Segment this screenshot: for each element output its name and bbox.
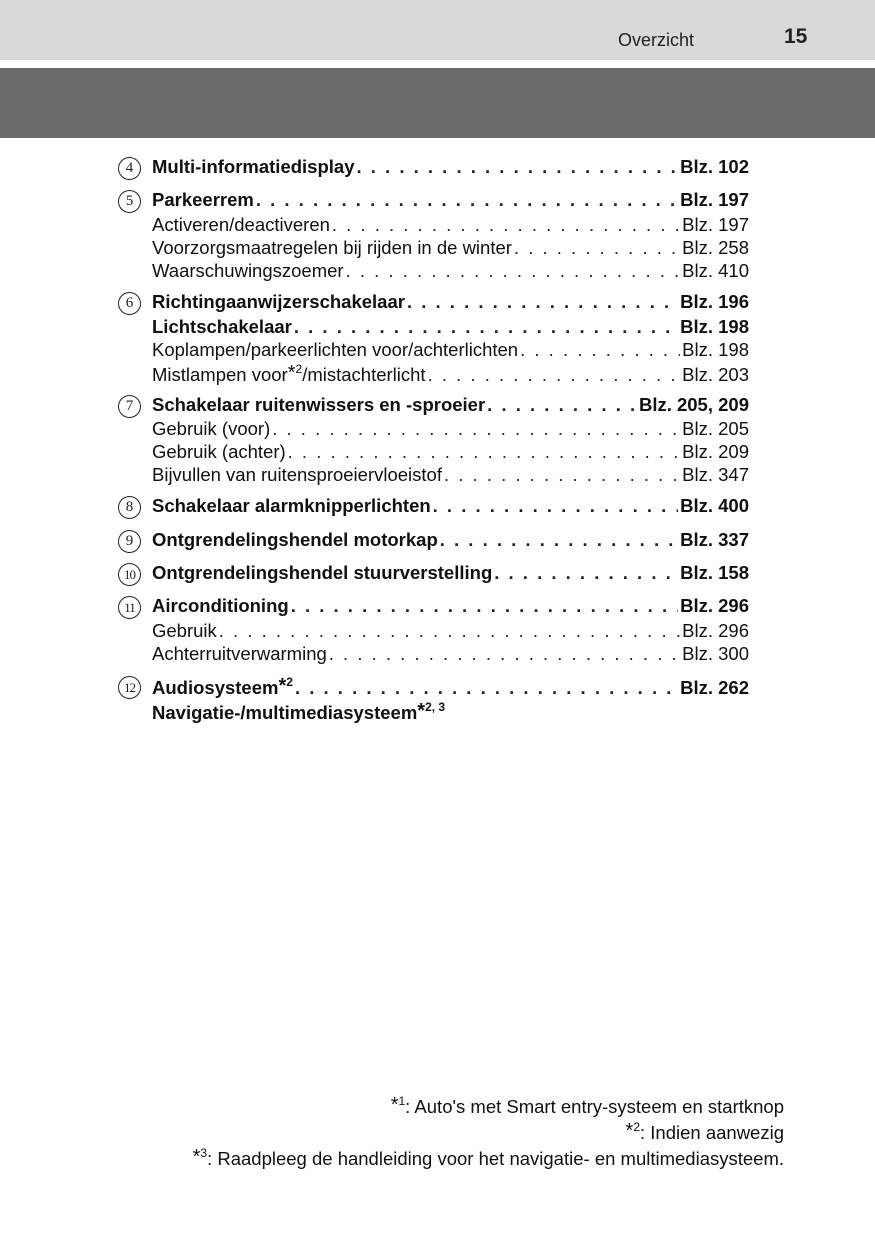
- dot-leader: [272, 418, 680, 440]
- toc-entry: [152, 316, 749, 339]
- footnote-ref: 2, 3: [425, 700, 446, 714]
- toc-entry: [152, 237, 749, 260]
- footnote-ref: 2: [286, 675, 293, 689]
- header-band: [0, 68, 875, 138]
- toc-entry: [152, 362, 749, 385]
- toc-entry: [152, 214, 749, 237]
- toc-entry: [152, 189, 749, 212]
- toc-entry-page: Blz. 209: [682, 441, 749, 462]
- toc-entry-label: Gebruik (achter): [152, 441, 286, 462]
- toc-entry: [152, 394, 749, 417]
- dot-leader: [407, 291, 678, 313]
- dot-leader: [444, 464, 680, 486]
- toc-entry-label: Parkeerrem: [152, 189, 254, 210]
- toc-entry-label: Achterruitverwarming: [152, 643, 327, 664]
- footnote-text: : Indien aanwezig: [640, 1122, 784, 1143]
- toc-entry-page: Blz. 196: [680, 291, 749, 312]
- item-number-11: 11: [118, 596, 141, 619]
- dot-leader: [219, 620, 680, 642]
- dot-leader: [520, 339, 680, 361]
- footnote-ref: 2: [295, 362, 303, 376]
- toc-entry-label: Ontgrendelingshendel motorkap: [152, 529, 438, 550]
- dot-leader: [433, 495, 678, 517]
- dot-leader: [291, 595, 678, 617]
- toc-entry-page: Blz. 347: [682, 464, 749, 485]
- toc-entry: [152, 441, 749, 464]
- dot-leader: [357, 156, 679, 178]
- footnotes: [193, 1093, 784, 1171]
- toc-entry-label: Audiosysteem*$^2$: [152, 675, 293, 698]
- toc-entry-page: Blz. 102: [680, 156, 749, 177]
- item-number-6: 6: [118, 292, 141, 315]
- toc-entry-page: Blz. 262: [680, 677, 749, 698]
- footnote-text: : Raadpleeg de handleiding voor het navigatie- en multimediasysteem.: [207, 1148, 784, 1169]
- toc-entry: [152, 700, 749, 723]
- toc-entry-label: Koplampen/parkeerlichten voor/achterlichten: [152, 339, 519, 360]
- toc-entry-page: Blz. 198: [680, 316, 749, 337]
- page-number: 15: [784, 25, 808, 48]
- dot-leader: [487, 394, 637, 416]
- toc-entry-label: Bijvullen van ruitensproeiervloeistof: [152, 464, 442, 485]
- toc-entry: [152, 260, 749, 283]
- dot-leader: [514, 237, 680, 259]
- toc-entry-page: Blz. 205: [682, 418, 749, 439]
- toc-entry: [152, 464, 749, 487]
- toc-entry-page: Blz. 296: [680, 595, 749, 616]
- dot-leader: [294, 316, 678, 338]
- dot-leader: [295, 677, 678, 698]
- toc-entry-label: Airconditioning: [152, 595, 289, 616]
- toc-entry-label: Ontgrendelingshendel stuurverstelling: [152, 562, 493, 583]
- item-number-8: 8: [118, 496, 141, 519]
- toc-entry-label: Gebruik (voor): [152, 418, 271, 439]
- toc-entry-label: Richtingaanwijzerschakelaar: [152, 291, 405, 312]
- item-number-5: 5: [118, 190, 141, 213]
- dot-leader: [329, 643, 680, 665]
- toc-entry-label: Multi-informatiedisplay: [152, 156, 355, 177]
- toc-entry-page: Blz. 300: [682, 643, 749, 664]
- dot-leader: [332, 214, 680, 236]
- item-number-12: 12: [118, 676, 141, 699]
- toc-entry: [152, 643, 749, 666]
- toc-entry-page: Blz. 205, 209: [638, 394, 749, 415]
- toc-entry: [152, 339, 749, 362]
- toc-entry-label: Mistlampen voor*$^2$/mistachterlicht: [152, 362, 426, 385]
- dot-leader: [440, 529, 678, 551]
- toc-entry: [152, 495, 749, 518]
- toc-entry-page: Blz. 203: [682, 364, 749, 385]
- toc-entry-label: Waarschuwingszoemer: [152, 260, 344, 281]
- toc-entry-label: Activeren/deactiveren: [152, 214, 330, 235]
- footnote: *$^2$: Indien aanwezig: [625, 1120, 784, 1143]
- toc-entry-page: Blz. 400: [680, 495, 749, 516]
- toc-entry-label: Lichtschakelaar: [152, 316, 292, 337]
- toc-entry-label: Schakelaar ruitenwissers en -sproeier: [152, 394, 486, 415]
- page-header: [0, 0, 875, 60]
- footnote-mark: 2: [633, 1120, 640, 1134]
- toc-entry-page: Blz. 197: [680, 189, 749, 210]
- toc-entry: [152, 562, 749, 585]
- toc-entry: [152, 620, 749, 643]
- dot-leader: [346, 260, 681, 282]
- toc-entry: [152, 156, 749, 179]
- section-title: Overzicht: [618, 30, 695, 50]
- dot-leader: [256, 189, 678, 211]
- footnote: *$^3$: Raadpleeg de handleiding voor het navigatie- en multimediasysteem.: [192, 1146, 784, 1169]
- toc-entry-page: Blz. 337: [680, 529, 749, 550]
- item-number-7: 7: [118, 395, 141, 418]
- item-number-10: 10: [118, 563, 141, 586]
- toc-entry-label: Voorzorgsmaatregelen bij rijden in de winter: [152, 237, 512, 258]
- footnote-text: : Auto's met Smart entry-systeem en startknop: [405, 1096, 784, 1117]
- toc-entry: [152, 529, 749, 552]
- toc-entry-page: Blz. 296: [682, 620, 749, 641]
- dot-leader: [494, 562, 678, 584]
- footnote: *$^1$: Auto's met Smart entry-systeem en startknop: [390, 1094, 784, 1117]
- toc-entry: [152, 418, 749, 441]
- toc-entry-label: Navigatie-/multimediasysteem*$^{2, 3}$: [152, 700, 446, 723]
- toc-entry: [152, 675, 749, 698]
- toc-entry-page: Blz. 197: [682, 214, 749, 235]
- toc-entry-page: Blz. 158: [680, 562, 749, 583]
- toc-entry-page: Blz. 410: [682, 260, 749, 281]
- toc-entry-page: Blz. 258: [682, 237, 749, 258]
- toc-entry: [152, 595, 749, 618]
- item-number-4: 4: [118, 157, 141, 180]
- item-number-9: 9: [118, 530, 141, 553]
- dot-leader: [428, 364, 681, 385]
- toc-entry: [152, 291, 749, 314]
- footnote-mark: 1: [398, 1094, 406, 1108]
- toc-entry-page: Blz. 198: [682, 339, 749, 360]
- dot-leader: [288, 441, 680, 463]
- footnote-mark: 3: [200, 1146, 208, 1160]
- toc-entry-label: Gebruik: [152, 620, 217, 641]
- toc-entry-label: Schakelaar alarmknipperlichten: [152, 495, 431, 516]
